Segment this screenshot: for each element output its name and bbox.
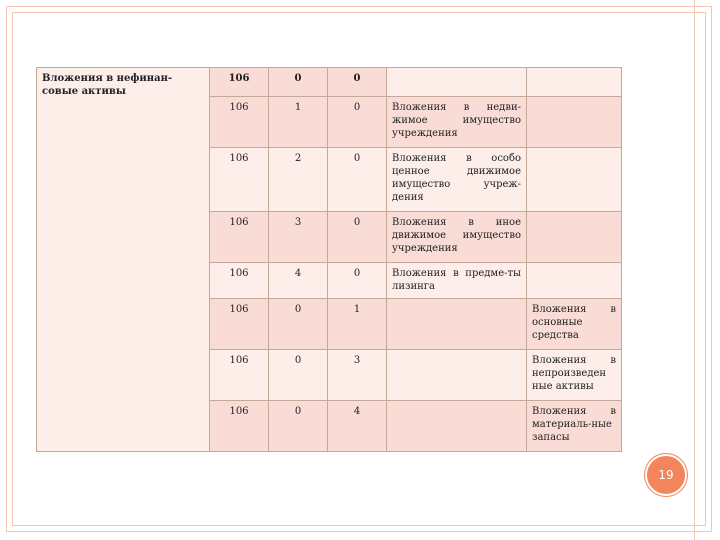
code-cell: 106 <box>210 350 269 401</box>
description-cell <box>387 68 527 97</box>
digit-cell: 0 <box>269 350 328 401</box>
description-cell: Вложения в особо ценное движимое имущество учреж-дения <box>387 148 527 212</box>
digit-cell: 3 <box>269 212 328 263</box>
digit-cell: 0 <box>269 68 328 97</box>
description-cell: Вложения в предме-ты лизинга <box>387 263 527 299</box>
description-cell <box>527 97 622 148</box>
description-cell: Вложения в непроизведен ные активы <box>527 350 622 401</box>
description-cell <box>387 350 527 401</box>
code-cell: 106 <box>210 401 269 452</box>
description-cell <box>527 148 622 212</box>
code-cell: 106 <box>210 299 269 350</box>
code-cell: 106 <box>210 212 269 263</box>
description-cell: Вложения в основные средства <box>527 299 622 350</box>
description-cell: Вложения в иное движимое имущество учреждения <box>387 212 527 263</box>
page-number-badge: 19 <box>645 454 687 496</box>
description-cell: Вложения в недви-жимое имущество учреждения <box>387 97 527 148</box>
digit-cell: 0 <box>328 148 387 212</box>
digit-cell: 0 <box>328 68 387 97</box>
code-cell: 106 <box>210 263 269 299</box>
description-cell <box>527 68 622 97</box>
code-cell: 106 <box>210 148 269 212</box>
description-cell: Вложения в материаль-ные запасы <box>527 401 622 452</box>
digit-cell: 0 <box>328 97 387 148</box>
digit-cell: 4 <box>328 401 387 452</box>
digit-cell: 0 <box>328 263 387 299</box>
digit-cell: 3 <box>328 350 387 401</box>
description-cell <box>527 212 622 263</box>
digit-cell: 1 <box>328 299 387 350</box>
digit-cell: 0 <box>269 299 328 350</box>
accounts-table <box>36 67 622 452</box>
table-row <box>37 68 622 97</box>
description-cell <box>387 401 527 452</box>
digit-cell: 4 <box>269 263 328 299</box>
digit-cell: 0 <box>328 212 387 263</box>
digit-cell: 0 <box>269 401 328 452</box>
code-cell: 106 <box>210 68 269 97</box>
group-label: Вложения в нефинан-совые активы <box>42 73 173 97</box>
code-cell: 106 <box>210 97 269 148</box>
description-cell <box>527 263 622 299</box>
digit-cell: 2 <box>269 148 328 212</box>
vertical-rule <box>694 0 695 540</box>
digit-cell: 1 <box>269 97 328 148</box>
group-label-cell <box>37 68 210 452</box>
description-cell <box>387 299 527 350</box>
